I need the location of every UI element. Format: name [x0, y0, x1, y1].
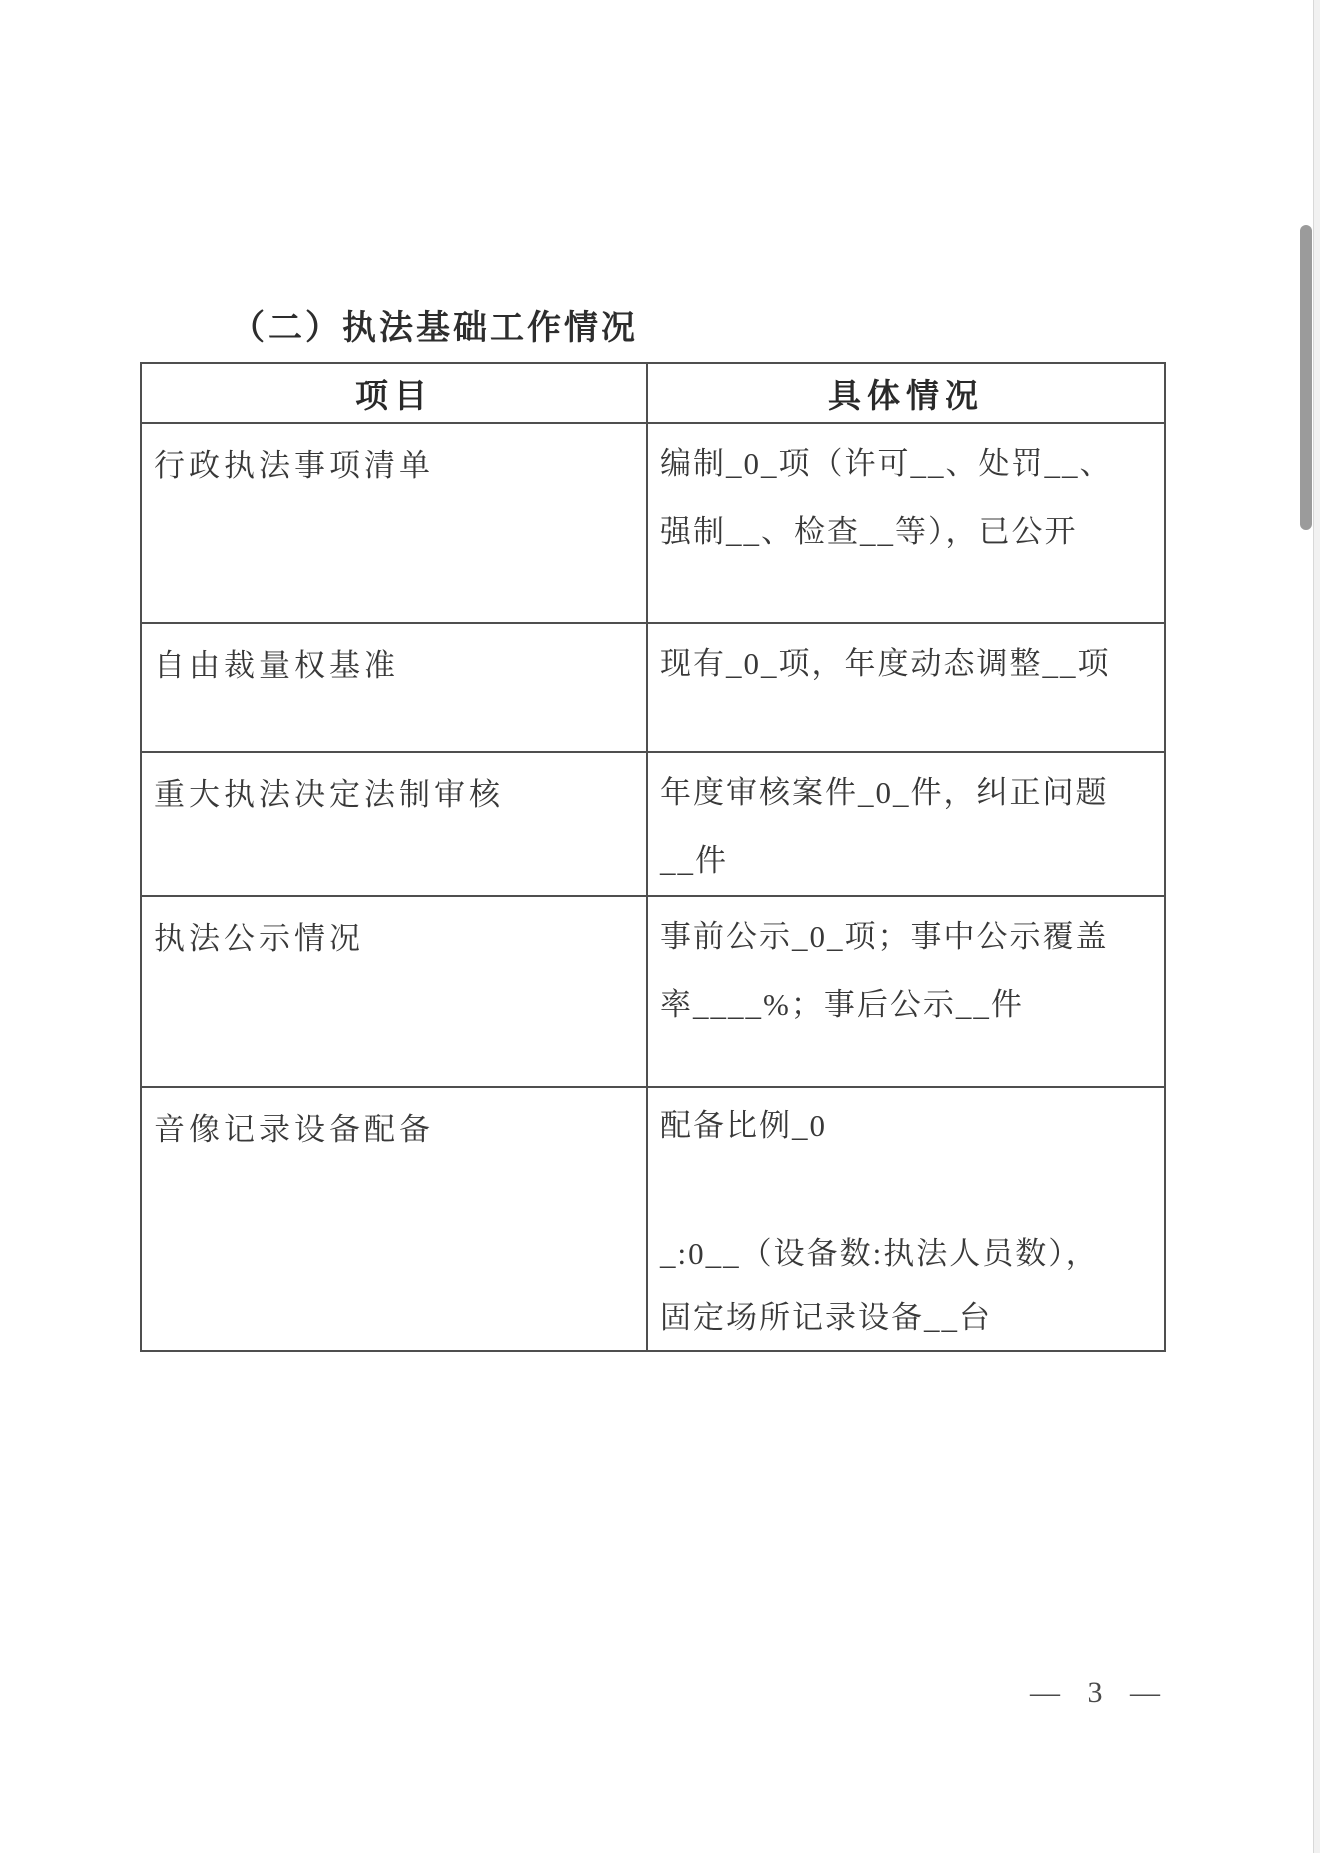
item-cell — [141, 896, 647, 1087]
detail-line: 配备比例_0 — [660, 1108, 827, 1143]
item-label: 自由裁量权基准 — [154, 648, 399, 683]
detail-line: 事前公示_0_项；事中公示覆盖 — [660, 919, 1109, 954]
column-header-item: 项目 — [141, 363, 647, 423]
scrollbar-track[interactable] — [1313, 0, 1320, 1853]
table-row — [141, 752, 1165, 896]
item-cell — [141, 423, 647, 623]
table-header-row — [141, 363, 1165, 423]
page-number: — 3 — — [1030, 1676, 1170, 1709]
detail-line: 固定场所记录设备__台 — [660, 1300, 992, 1335]
detail-text — [648, 624, 1164, 698]
detail-line: _:0__（设备数:执法人员数）， — [660, 1236, 1099, 1271]
section-title: （二）执法基础工作情况 — [231, 310, 638, 347]
table-row — [141, 1087, 1165, 1351]
detail-text — [648, 897, 1164, 1039]
item-label: 行政执法事项清单 — [154, 448, 434, 483]
item-cell — [141, 752, 647, 896]
detail-text — [648, 424, 1164, 566]
detail-cell — [647, 1087, 1165, 1351]
detail-line — [660, 1158, 1158, 1222]
item-label: 重大执法决定法制审核 — [154, 777, 504, 812]
detail-line: 编制_0_项（许可__、处罚__、 — [660, 446, 1113, 481]
table-row — [141, 896, 1165, 1087]
column-header-detail: 具体情况 — [647, 363, 1165, 423]
table-row — [141, 423, 1165, 623]
item-cell — [141, 623, 647, 752]
detail-line: __件 — [660, 843, 728, 878]
detail-cell — [647, 896, 1165, 1087]
scrollbar-thumb[interactable] — [1300, 225, 1312, 530]
detail-line: 现有_0_项，年度动态调整__项 — [660, 646, 1111, 681]
item-label: 执法公示情况 — [154, 921, 364, 956]
detail-cell — [647, 752, 1165, 896]
detail-text — [648, 1088, 1164, 1350]
table-row — [141, 623, 1165, 752]
detail-line: 率____%；事后公示__件 — [660, 987, 1024, 1022]
detail-cell — [647, 623, 1165, 752]
detail-line: 强制__、检查__等），已公开 — [660, 514, 1078, 549]
item-label: 音像记录设备配备 — [154, 1112, 434, 1147]
item-cell — [141, 1087, 647, 1351]
detail-text — [648, 753, 1164, 895]
detail-cell — [647, 423, 1165, 623]
detail-line: 年度审核案件_0_件，纠正问题 — [660, 775, 1109, 810]
enforcement-basic-work-table — [140, 362, 1166, 1352]
